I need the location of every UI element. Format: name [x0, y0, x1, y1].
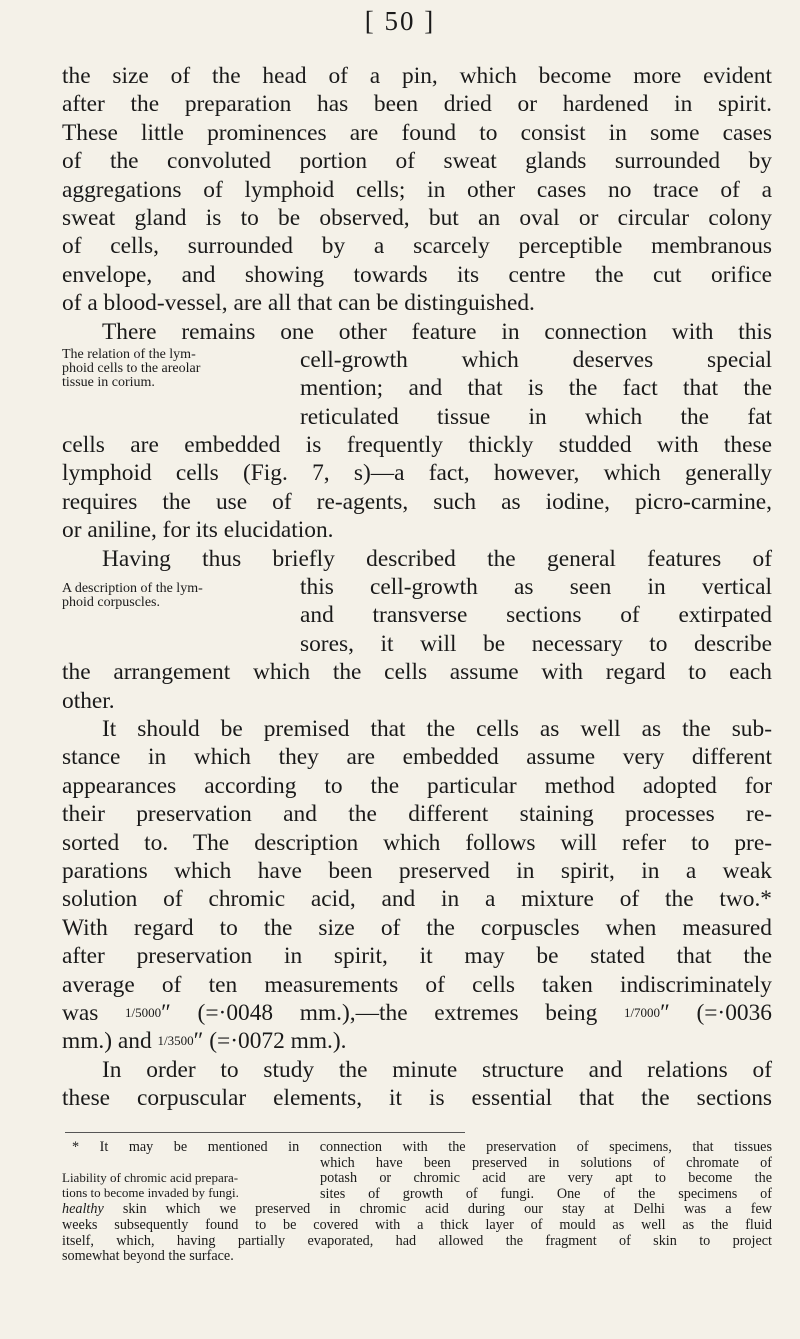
text-line: after preservation in spirit, it may be stated that the: [62, 943, 772, 970]
text-line: other.: [62, 687, 115, 714]
text-line: stance in which they are embedded assume very different: [62, 744, 772, 771]
footnote-line: which have been preserved in solutions of chromate of: [320, 1154, 772, 1171]
footnote-rule: [65, 1132, 465, 1133]
margin-note: Liability of chromic acid prepara- tions to become invaded by fungi.: [62, 1170, 239, 1200]
text-line: average of ten measurements of cells taken indiscriminately: [62, 971, 772, 998]
margin-note: A description of the lym- phoid corpuscles.: [62, 581, 203, 611]
page-number: [ 50 ]: [364, 6, 436, 36]
footnote-line: healthy skin which we preserved in chromic acid during our stay at Delhi was a few: [62, 1201, 772, 1218]
footnote-line: * It may be mentioned in connection with the preservation of specimens, that tissues: [72, 1139, 772, 1155]
text-line: after the preparation has been dried or hardened in spirit.: [62, 91, 772, 118]
text-line: In order to study the minute structure and relations of: [102, 1056, 772, 1083]
text-line: reticulated tissue in which the fat: [300, 403, 772, 430]
text-line: or aniline, for its elucidation.: [62, 517, 334, 544]
text-line: sorted to. The description which follows will refer to pre-: [62, 829, 772, 856]
text-line: cells are embedded is frequently thickly studded with these: [62, 432, 772, 459]
fraction: 1/5000: [125, 1004, 162, 1020]
footnote-line: itself, which, having partially evaporated, had allowed the fragment of skin to project: [62, 1232, 772, 1249]
text-line: these corpuscular elements, it is essential that the sections: [62, 1085, 772, 1112]
text-line: lymphoid cells (Fig. 7, s)—a fact, however, which generally: [62, 460, 772, 487]
footnote-line: weeks subsequently found to be covered with a thick layer of mould as well as the fluid: [62, 1216, 772, 1233]
text-line: of cells, surrounded by a scarcely perceptible membranous: [62, 233, 772, 260]
margin-note: The relation of the lym- phoid cells to the areolar tissue in corium.: [62, 346, 201, 391]
text-line: aggregations of lymphoid cells; in other cases no trace of a: [62, 176, 772, 203]
sidenote-block: [62, 573, 772, 658]
text-line: cell-growth which deserves special: [300, 346, 772, 373]
footnote-line: sites of growth of fungi. One of the specimens of: [320, 1185, 772, 1202]
text-line: solution of chromic acid, and in a mixture of the two.*: [62, 886, 772, 913]
text-line: of the convoluted portion of sweat glands surrounded by: [62, 148, 772, 175]
text-line: mention; and that is the fact that the: [300, 375, 772, 402]
footnote-line: potash or chromic acid are very apt to become the: [320, 1170, 772, 1187]
sidenote-block: [62, 346, 772, 431]
measurement-line: was 1/5000″ (=·0048 mm.),—the extremes being 1/7000″ (=·0036: [62, 999, 772, 1026]
text-line: It should be premised that the cells as well as the sub-: [102, 715, 772, 742]
footnote: [62, 1140, 772, 1265]
fraction: 1/7000: [623, 1004, 661, 1020]
text-line: Having thus briefly described the general features of: [102, 545, 772, 572]
text-line: sores, it will be necessary to describe: [300, 630, 772, 657]
text-line: With regard to the size of the corpuscles when measured: [62, 914, 772, 941]
text-line: sweat gland is to be observed, but an oval or circular colony: [62, 204, 772, 231]
text-line: of a blood-vessel, are all that can be distinguished.: [62, 290, 535, 317]
text-line: their preservation and the different staining processes re-: [62, 801, 772, 828]
text-line: envelope, and showing towards its centre the cut orifice: [62, 261, 772, 288]
text-line: appearances according to the particular method adopted for: [62, 772, 772, 799]
text-line: requires the use of re-agents, such as iodine, picro-carmine,: [62, 488, 772, 515]
footnote-line: somewhat beyond the surface.: [62, 1248, 234, 1265]
text-line: parations which have been preserved in spirit, in a weak: [62, 857, 772, 884]
fraction: 1/3500: [157, 1033, 194, 1049]
text-line: These little prominences are found to consist in some cases: [62, 119, 772, 146]
measurement-line: mm.) and 1/3500″ (=·0072 mm.).: [62, 1028, 347, 1055]
text-line: There remains one other feature in connection with this: [102, 318, 772, 345]
text-line: the arrangement which the cells assume with regard to each: [62, 659, 772, 686]
main-text: [62, 62, 772, 1112]
text-line: the size of the head of a pin, which become more evident: [62, 63, 772, 89]
text-line: and transverse sections of extirpated: [300, 602, 772, 629]
text-line: this cell-growth as seen in vertical: [300, 574, 772, 601]
